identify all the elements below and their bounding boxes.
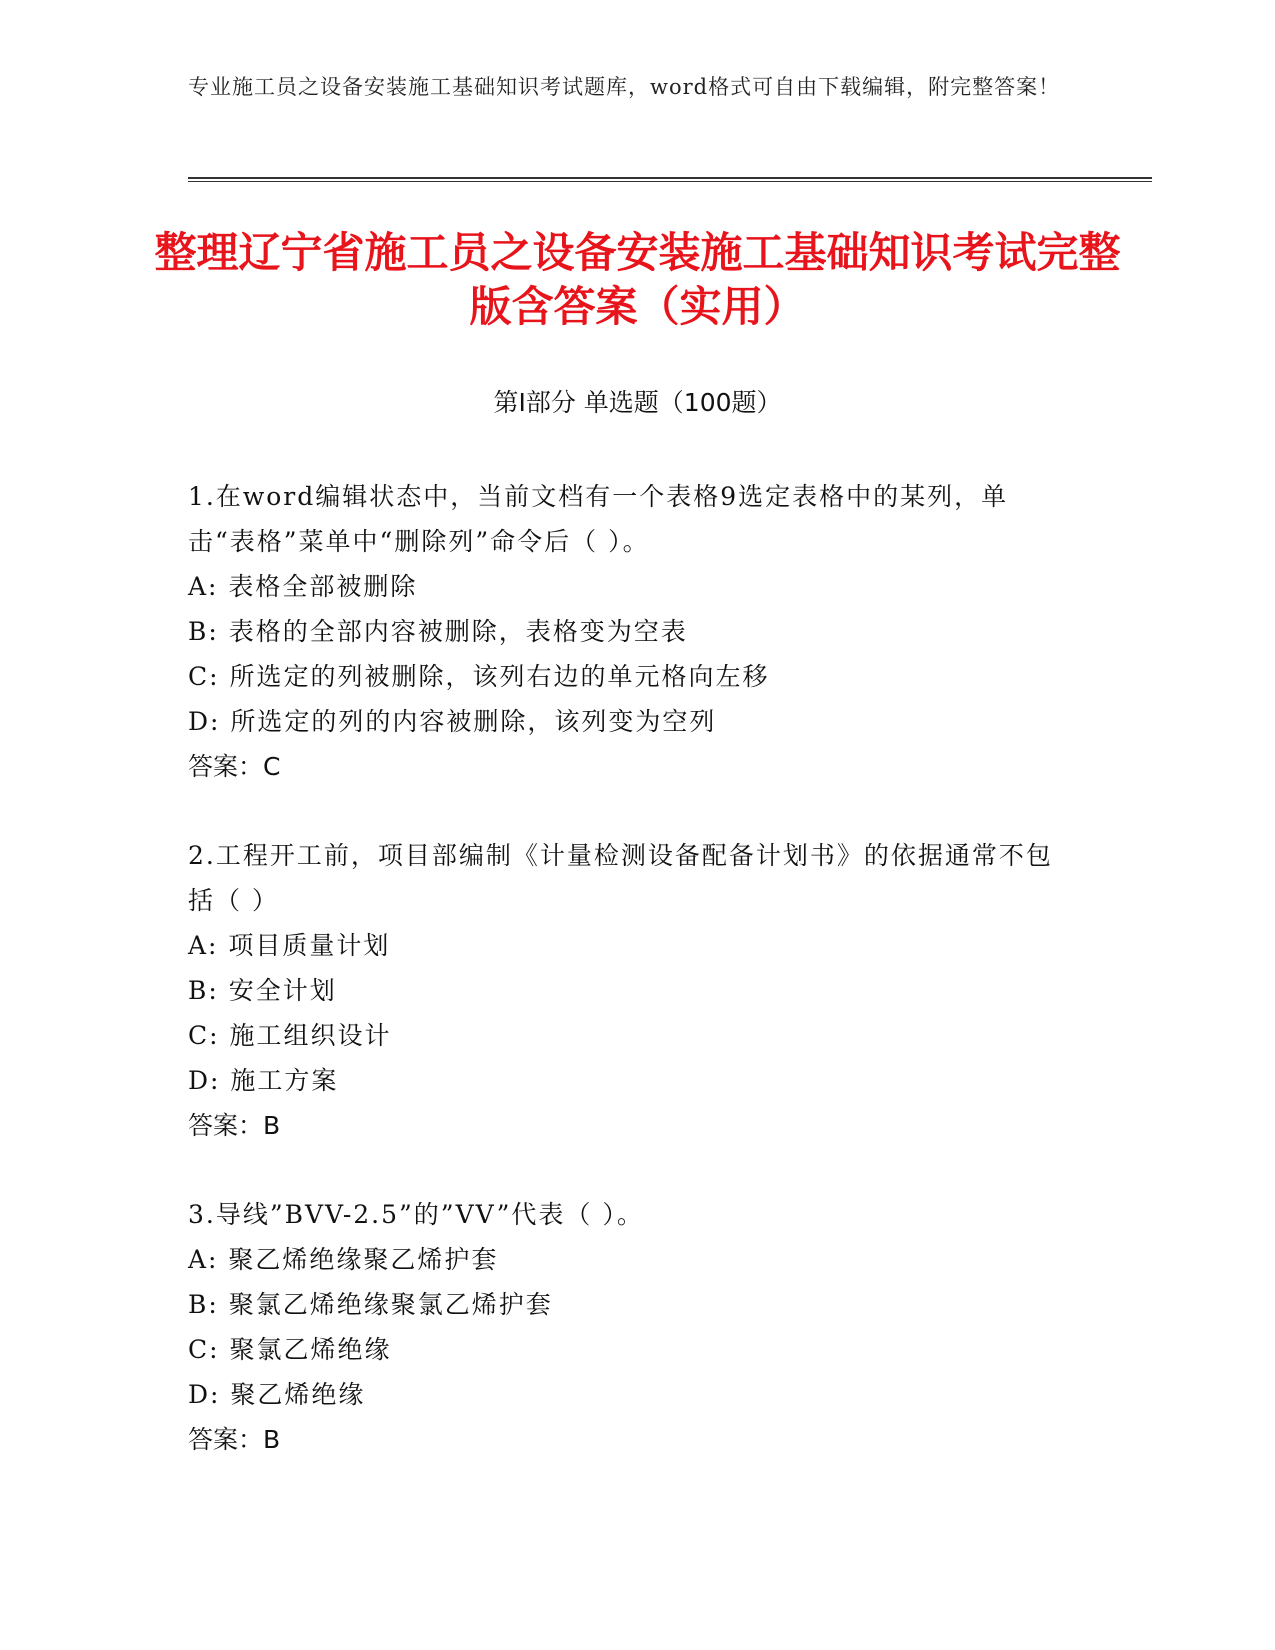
question-3 <box>188 1192 1068 1462</box>
question-stem: 2.工程开工前，项目部编制《计量检测设备配备计划书》的依据通常不包括（ ） <box>188 841 1053 915</box>
document-title: 整理辽宁省施工员之设备安装施工基础知识考试完整版含答案（实用） <box>154 228 1121 331</box>
answer: 答案：B <box>188 1111 281 1140</box>
option-d: D: 所选定的列的内容被删除，该列变为空列 <box>188 707 717 736</box>
option-d: D: 施工方案 <box>188 1066 339 1095</box>
option-b: B: 聚氯乙烯绝缘聚氯乙烯护套 <box>188 1290 553 1319</box>
option-d: D: 聚乙烯绝缘 <box>188 1380 366 1409</box>
header-divider <box>188 177 1152 182</box>
option-c: C: 聚氯乙烯绝缘 <box>188 1335 392 1364</box>
question-stem: 1.在word编辑状态中，当前文档有一个表格9选定表格中的某列，单击“表格”菜单中“删除列”命令后（ ）。 <box>188 482 1009 556</box>
question-stem: 3.导线”BVV-2.5”的”VV”代表（ ）。 <box>188 1200 644 1229</box>
option-c: C: 施工组织设计 <box>188 1021 392 1050</box>
option-c: C: 所选定的列被删除，该列右边的单元格向左移 <box>188 662 770 691</box>
question-list <box>188 474 1068 1506</box>
option-a: A: 项目质量计划 <box>188 931 391 960</box>
option-a: A: 表格全部被删除 <box>188 572 418 601</box>
option-b: B: 表格的全部内容被删除，表格变为空表 <box>188 617 688 646</box>
question-1 <box>188 474 1068 789</box>
header-note: 专业施工员之设备安装施工基础知识考试题库，word格式可自由下载编辑，附完整答案！ <box>188 75 1061 99</box>
option-b: B: 安全计划 <box>188 976 337 1005</box>
question-2 <box>188 833 1068 1148</box>
section-heading: 第Ⅰ部分 单选题（100题） <box>493 388 782 417</box>
answer: 答案：C <box>188 752 281 781</box>
answer: 答案：B <box>188 1425 281 1454</box>
option-a: A: 聚乙烯绝缘聚乙烯护套 <box>188 1245 499 1274</box>
